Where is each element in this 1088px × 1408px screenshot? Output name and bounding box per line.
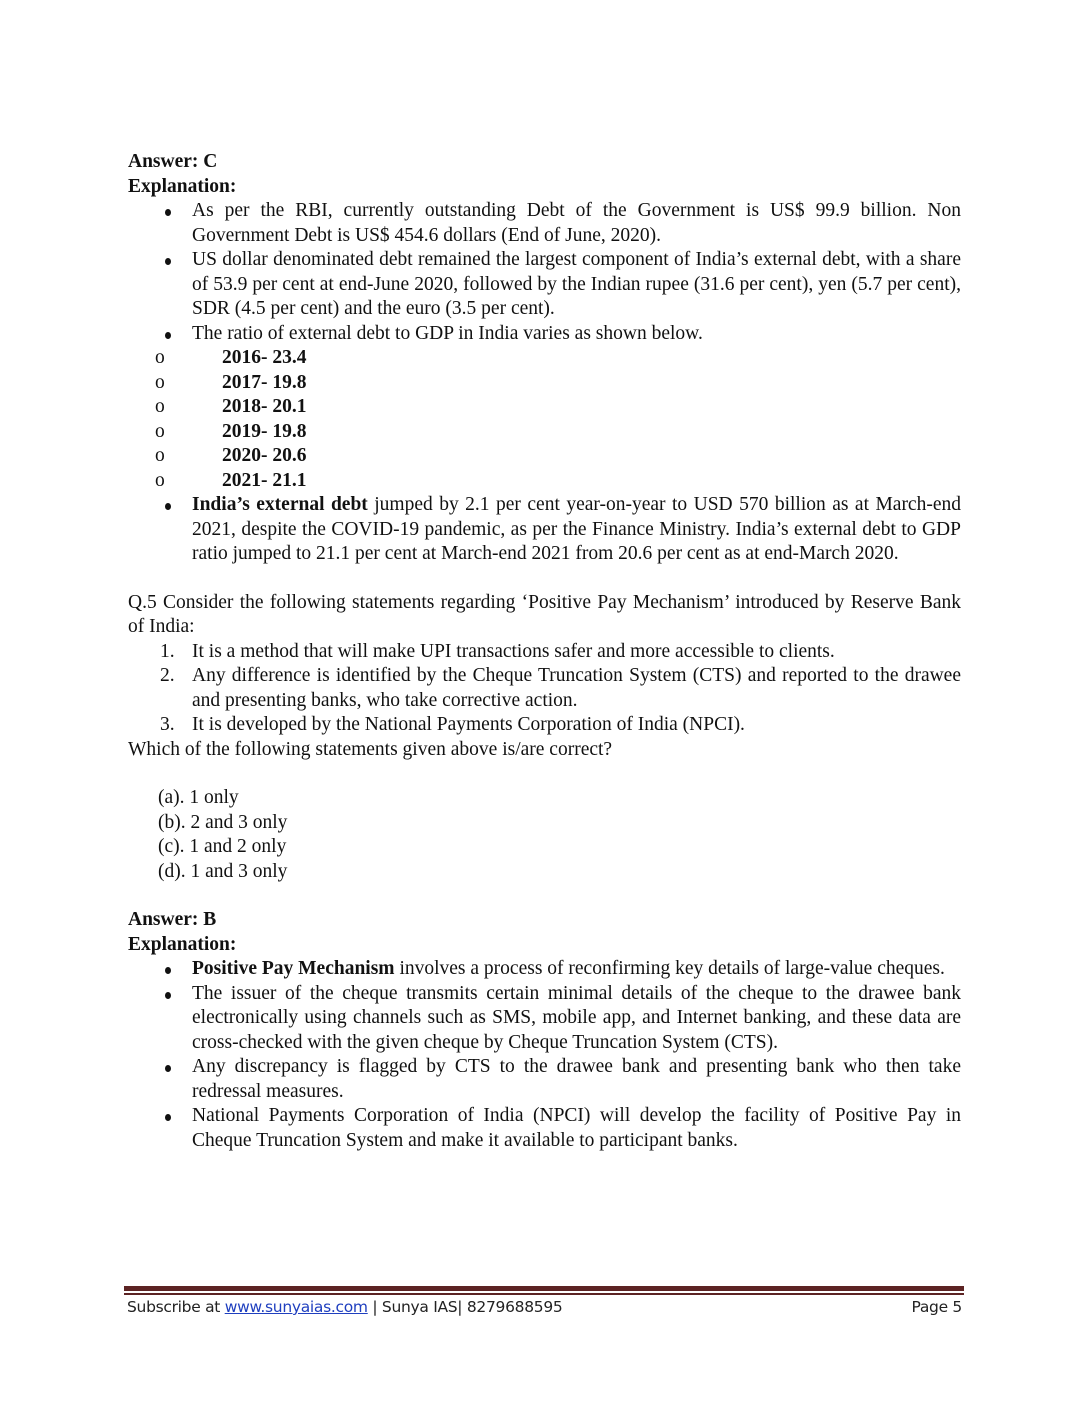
circle-bullet-icon: o — [155, 469, 165, 491]
ratio-item: o 2021- 21.1 — [192, 469, 961, 494]
list-item: The issuer of the cheque transmits certain minimal details of the cheque to the drawee bank electronically using channels such as SMS, mobile app, and Internet banking, and these data are cross-checked with the given cheque by Cheque Truncation System (CTS). — [192, 982, 961, 1056]
circle-bullet-icon: o — [155, 396, 165, 417]
ratio-item: o 2020- 20.6 — [192, 444, 961, 469]
list-item: The ratio of external debt to GDP in India varies as shown below. — [192, 322, 961, 347]
q5-explanation-label: Explanation: — [128, 933, 237, 955]
statement-item: 3. It is developed by the National Payments Corporation of India (NPCI). — [160, 714, 745, 735]
page-footer — [127, 1298, 962, 1316]
q4-explanation-label: Explanation: — [128, 175, 237, 197]
q4-explanation-list — [128, 199, 961, 346]
footer-rule-thick — [124, 1286, 964, 1291]
list-item: US dollar denominated debt remained the largest component of India’s external debt, with a share of 53.9 per cent at end-June 2020, followed by the Indian rupee (31.6 per cent), yen (5.7 per cent), SDR (4.5 per cent) and the euro (3.5 per cent). — [192, 248, 961, 322]
q5-statements — [128, 640, 961, 738]
circle-bullet-icon: o — [155, 445, 165, 466]
circle-bullet-icon: o — [155, 347, 165, 368]
option-a: (a). 1 only — [158, 787, 239, 808]
list-item: As per the RBI, currently outstanding Debt of the Government is US$ 99.9 billion. Non Government Debt is US$ 454.6 dollars (End of June, 2020). — [192, 199, 961, 248]
ratio-item: o 2019- 19.8 — [192, 420, 961, 445]
list-item: National Payments Corporation of India (NPCI) will develop the facility of Positive Pay in Cheque Truncation System and make it available to participant banks. — [192, 1104, 961, 1153]
q4-answer-label: Answer: C — [128, 151, 218, 172]
circle-bullet-icon: o — [155, 371, 165, 393]
statement-item: 2. Any difference is identified by the Cheque Truncation System (CTS) and reported to the drawee and presenting banks, who take corrective action. — [160, 665, 961, 711]
q5-explanation-list — [128, 957, 961, 1153]
footer-rule-thin — [124, 1293, 964, 1295]
list-item: Positive Pay Mechanism involves a process of reconfirming key details of large-value cheques. — [192, 957, 961, 982]
ratio-item: o 2016- 23.4 — [192, 346, 961, 371]
circle-bullet-icon: o — [155, 420, 165, 442]
debt-gdp-ratio-list — [128, 346, 961, 493]
ratio-item: o 2017- 19.8 — [192, 371, 961, 396]
q5-prompt: Which of the following statements given above is/are correct? — [128, 738, 613, 760]
ratio-item: o 2018- 20.1 — [192, 395, 961, 420]
list-item: Any discrepancy is flagged by CTS to the drawee bank and presenting bank who then take redressal measures. — [192, 1055, 961, 1104]
option-d: (d). 1 and 3 only — [158, 860, 288, 882]
q4-explanation-list-continued — [128, 493, 961, 567]
q5-answer-label: Answer: B — [128, 909, 217, 930]
statement-item: 1. It is a method that will make UPI transactions safer and more accessible to clients. — [160, 640, 835, 662]
website-link[interactable]: www.sunyaias.com — [224, 1298, 368, 1316]
q5-options — [128, 786, 961, 884]
footer-contact-text: | Sunya IAS| 8279688595 — [367, 1298, 563, 1316]
option-b: (b). 2 and 3 only — [158, 811, 288, 833]
q5-question: Q.5 Consider the following statements regarding ‘Positive Pay Mechanism’ introduced by Reserve Bank of India: — [128, 591, 961, 637]
list-item: India’s external debt jumped by 2.1 per cent year-on-year to USD 570 billion as at March-end 2021, despite the COVID-19 pandemic, as per the Finance Ministry. India’s external debt to GDP ratio jumped to 21.1 per cent at March-end 2021 from 20.6 per cent as at end-March 2020. — [192, 493, 961, 567]
option-c: (c). 1 and 2 only — [158, 836, 287, 857]
page-number: Page 5 — [911, 1298, 962, 1316]
footer-subscribe-text: Subscribe at — [127, 1298, 225, 1316]
document-page — [128, 150, 961, 1153]
